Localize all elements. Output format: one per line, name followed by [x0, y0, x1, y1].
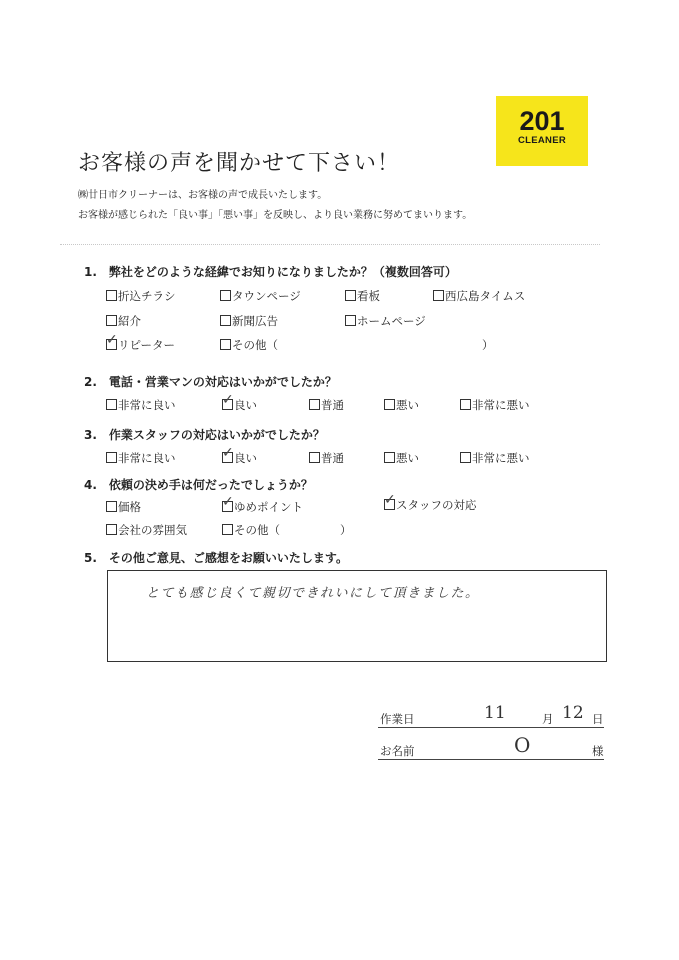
option-q4-staff-response[interactable]: ✓ スタッフの対応	[384, 492, 477, 512]
option-q2-average[interactable]: 普通	[309, 398, 344, 412]
q4-other-close-paren: ）	[340, 523, 352, 537]
check-mark-icon: ✓	[222, 445, 234, 461]
checkbox[interactable]	[345, 315, 356, 326]
checkbox-checked[interactable]	[384, 492, 396, 510]
question-5-label: 5. その他ご意見、ご感想をお願いいたします。	[84, 551, 348, 565]
check-mark-icon: ✓	[222, 494, 234, 510]
checkbox[interactable]	[384, 399, 395, 410]
checkbox[interactable]	[106, 315, 117, 326]
question-3-label: 3. 作業スタッフの対応はいかがでしたか？	[84, 428, 325, 442]
question-2-label: 2. 電話・営業マンの対応はいかがでしたか？	[84, 375, 337, 389]
option-q2-very-good[interactable]: 非常に良い	[106, 398, 176, 412]
customer-name-underline	[378, 759, 604, 760]
checkbox-checked[interactable]	[222, 445, 234, 463]
checkbox[interactable]	[460, 452, 471, 463]
option-q1-town-page[interactable]: タウンページ	[220, 289, 301, 303]
option-q1-repeater[interactable]: ✓ リピーター	[106, 332, 176, 352]
question-1-label: 1. 弊社をどのような経緯でお知りになりましたか？（複数回答可）	[84, 265, 457, 279]
checkbox[interactable]	[384, 452, 395, 463]
option-q1-flyer[interactable]: 折込チラシ	[106, 289, 176, 303]
question-4-label: 4. 依頼の決め手は何だったでしょうか？	[84, 478, 313, 492]
option-q3-very-good[interactable]: 非常に良い	[106, 451, 176, 465]
work-date-underline	[378, 727, 604, 728]
option-q4-company-atmosphere[interactable]: 会社の雰囲気	[106, 523, 187, 537]
checkbox[interactable]	[345, 290, 356, 301]
work-date-label: 作業日	[380, 712, 415, 726]
comment-answer: とても感じ良くて親切できれいにして頂きました。	[146, 586, 480, 601]
checkbox[interactable]	[106, 399, 117, 410]
checkbox[interactable]	[220, 290, 231, 301]
customer-name-label: お名前	[380, 744, 415, 758]
option-q2-good[interactable]: ✓ 良い	[222, 392, 257, 412]
divider	[60, 244, 600, 245]
option-q1-newspaper-ad[interactable]: 新聞広告	[220, 314, 278, 328]
option-q1-referral[interactable]: 紹介	[106, 314, 141, 328]
option-q4-yume-point[interactable]: ✓ ゆめポイント	[222, 494, 303, 514]
option-q4-other[interactable]: その他（	[222, 523, 280, 537]
check-mark-icon: ✓	[222, 392, 234, 408]
check-mark-icon: ✓	[384, 492, 396, 508]
checkbox[interactable]	[106, 524, 117, 535]
work-date-month: 11	[484, 703, 506, 723]
option-q1-other[interactable]: その他（	[220, 338, 278, 352]
option-q4-price[interactable]: 価格	[106, 500, 141, 514]
intro-line-2: お客様が感じられた「良い事」「悪い事」を反映し、より良い業務に努めてまいります。	[78, 210, 473, 221]
option-q1-nishihiroshima-times[interactable]: 西広島タイムス	[433, 289, 525, 303]
checkbox[interactable]	[309, 452, 320, 463]
option-q1-homepage[interactable]: ホームページ	[345, 314, 426, 328]
checkbox[interactable]	[433, 290, 444, 301]
option-q3-average[interactable]: 普通	[309, 451, 344, 465]
work-date-month-unit: 月	[542, 712, 554, 726]
checkbox[interactable]	[220, 315, 231, 326]
checkbox[interactable]	[106, 290, 117, 301]
option-q3-good[interactable]: ✓ 良い	[222, 445, 257, 465]
intro-line-1: ㈱廿日市クリーナーは、お客様の声で成長いたします。	[78, 190, 328, 201]
company-logo	[496, 96, 588, 166]
customer-name-suffix: 様	[592, 744, 604, 758]
option-q2-very-bad[interactable]: 非常に悪い	[460, 398, 530, 412]
q1-other-close-paren: ）	[482, 338, 494, 352]
checkbox[interactable]	[309, 399, 320, 410]
check-mark-icon: ✓	[106, 332, 118, 348]
option-q1-signboard[interactable]: 看板	[345, 289, 380, 303]
checkbox-checked[interactable]	[222, 494, 234, 512]
option-q3-very-bad[interactable]: 非常に悪い	[460, 451, 530, 465]
logo-text: CLEANER	[517, 135, 567, 146]
checkbox[interactable]	[106, 452, 117, 463]
page-title: お客様の声を聞かせて下さい！	[78, 151, 401, 176]
checkbox[interactable]	[222, 524, 233, 535]
work-date-day: 12	[562, 703, 584, 723]
checkbox-checked[interactable]	[106, 332, 118, 350]
work-date-day-unit: 日	[592, 712, 604, 726]
option-q2-bad[interactable]: 悪い	[384, 398, 419, 412]
logo-number: 201	[519, 106, 565, 136]
checkbox[interactable]	[220, 339, 231, 350]
option-q3-bad[interactable]: 悪い	[384, 451, 419, 465]
checkbox-checked[interactable]	[222, 392, 234, 410]
checkbox[interactable]	[460, 399, 471, 410]
customer-name-value: O	[514, 733, 531, 757]
checkbox[interactable]	[106, 501, 117, 512]
